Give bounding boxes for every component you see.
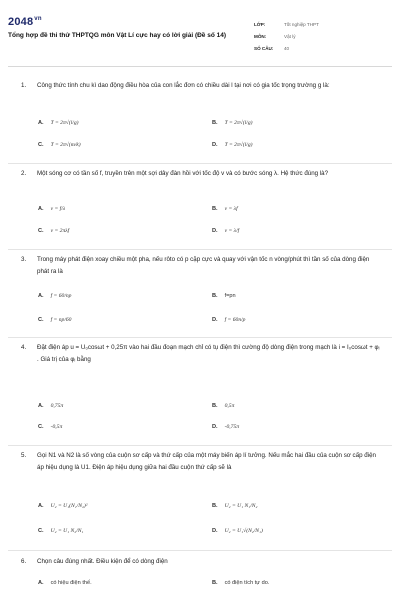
option-d[interactable] (212, 228, 239, 234)
option-text: T = 2π√(l/g) (224, 142, 253, 148)
option-a[interactable] (38, 120, 78, 126)
option-a[interactable] (38, 580, 92, 586)
option-a[interactable] (38, 503, 87, 509)
option-letter: C. (38, 228, 44, 234)
option-text: U₂ = U₁ N₂/N₁ (50, 528, 84, 534)
option-d[interactable] (212, 528, 263, 534)
option-b[interactable] (212, 403, 234, 409)
question-divider (8, 445, 392, 446)
option-letter: C. (38, 424, 44, 430)
option-b[interactable] (212, 503, 257, 509)
option-letter: D. (212, 228, 218, 234)
question-3 (8, 254, 390, 277)
option-letter: B. (212, 293, 218, 299)
option-text: T = 2π√(m/k) (50, 142, 81, 148)
option-d[interactable] (212, 142, 252, 148)
question-text: Công thức tính chu kì dao động điều hòa của con lắc đơn có chiều dài l tại nơi có gia tốc trọng trường g là: (37, 82, 330, 89)
option-c[interactable] (38, 228, 69, 234)
option-c[interactable] (38, 424, 62, 430)
question-divider (8, 550, 392, 551)
option-letter: D. (212, 142, 218, 148)
option-letter: B. (212, 580, 218, 586)
question-number: 3. (21, 256, 27, 263)
option-letter: A. (38, 503, 44, 509)
option-letter: A. (38, 580, 44, 586)
option-letter: C. (38, 142, 44, 148)
header-divider (8, 66, 392, 67)
question-divider (8, 337, 392, 338)
option-letter: A. (38, 293, 44, 299)
option-b[interactable] (212, 293, 236, 299)
option-b[interactable] (212, 580, 269, 586)
option-c[interactable] (38, 317, 71, 323)
option-letter: B. (212, 120, 218, 126)
option-text: v = λ/f (224, 228, 240, 234)
option-letter: A. (38, 206, 44, 212)
option-letter: B. (212, 503, 218, 509)
question-number: 5. (21, 452, 27, 459)
option-text: T = 2π√(l/g) (50, 120, 79, 126)
option-d[interactable] (212, 317, 245, 323)
option-letter: D. (212, 424, 218, 430)
option-letter: C. (38, 317, 44, 323)
meta-key: LỚP: (254, 21, 266, 27)
meta-value: 40 (284, 45, 290, 51)
question-4 (8, 342, 390, 365)
brand-suffix: vn (34, 16, 42, 23)
option-letter: D. (212, 317, 218, 323)
question-text: Một sóng cơ có tần số f, truyền trên một sợi dây đàn hồi với tốc độ v và có bước sóng λ. Hệ thức đúng là? (37, 170, 329, 177)
brand-logo[interactable] (8, 16, 42, 28)
option-letter: A. (38, 120, 44, 126)
option-text: f = 60/np (50, 293, 72, 299)
option-c[interactable] (38, 142, 81, 148)
option-letter: A. (38, 403, 44, 409)
option-text: v = λf (224, 206, 238, 212)
option-c[interactable] (38, 528, 83, 534)
option-text: -0,75π (224, 424, 240, 430)
question-6 (8, 556, 390, 568)
option-text: U₂ = U₁ N₁/N₂ (224, 503, 258, 509)
option-b[interactable] (212, 120, 252, 126)
option-letter: B. (212, 403, 218, 409)
question-text: Trong máy phát điện xoay chiều một pha, nếu rôto có p cặp cực và quay với vận tốc n vòng/phút thì tần số của dòng điện phát ra là (37, 256, 370, 275)
option-text: f = 60n/p (224, 317, 246, 323)
question-text: Gọi N1 và N2 là số vòng của cuộn sơ cấp và thứ cấp của một máy biến áp lí tưởng. Nếu mắc hai đầu của cuộn sơ cấp điện áp hiệu dụng là U1. Điện áp hiệu dụng giữa hai đầu cuộn thứ cấp sẽ là (37, 452, 376, 471)
option-text: 0,5π (224, 403, 235, 409)
brand-name: 2048 (8, 16, 34, 28)
question-2 (8, 168, 390, 180)
meta-row-class (254, 18, 394, 30)
question-number: 6. (21, 558, 27, 565)
exam-meta (254, 18, 394, 54)
option-a[interactable] (38, 293, 71, 299)
option-text: có điện tích tự do. (224, 580, 270, 586)
option-letter: C. (38, 528, 44, 534)
question-5 (8, 450, 390, 473)
meta-value: Vật lý (284, 33, 296, 39)
option-text: có hiệu điện thế. (50, 580, 92, 586)
option-text: v = 2πλf (50, 228, 70, 234)
option-a[interactable] (38, 403, 63, 409)
question-1 (8, 80, 390, 92)
option-b[interactable] (212, 206, 238, 212)
option-text: U₂ = U₁√(N₂/N₁) (224, 528, 263, 534)
meta-row-subject (254, 30, 394, 42)
meta-key: SỐ CÂU: (254, 45, 274, 51)
option-text: 0,75π (50, 403, 64, 409)
question-number: 1. (21, 82, 27, 89)
question-divider (8, 249, 392, 250)
page-title: Tổng hợp đề thi thử THPTQG môn Vật Lí cực hay có lời giải (Đề số 14) (8, 32, 227, 39)
question-number: 4. (21, 344, 27, 351)
option-letter: D. (212, 528, 218, 534)
option-a[interactable] (38, 206, 65, 212)
meta-value: Tốt nghiệp THPT (284, 21, 319, 27)
meta-key: MÔN: (254, 33, 267, 39)
option-text: f = np/60 (50, 317, 72, 323)
option-text: -0,5π (50, 424, 63, 430)
question-divider (8, 163, 392, 164)
option-text: f=pn (224, 293, 236, 299)
option-letter: B. (212, 206, 218, 212)
meta-row-count (254, 42, 394, 54)
option-text: U₂ = U₁(N₁/N₂)² (50, 503, 88, 509)
question-number: 2. (21, 170, 27, 177)
option-d[interactable] (212, 424, 239, 430)
option-text: T = 2π√(l/g) (224, 120, 253, 126)
question-text: Đặt điện áp u = U₀cosωt + 0,25π vào hai đầu đoạn mạch chỉ có tụ điện thì cường độ dòng điện trong mạch là i = I₀cosωt + φᵢ . Giá trị của φᵢ bằng (37, 344, 380, 363)
question-text: Chọn câu đúng nhất. Điều kiện để có dòng điện (37, 558, 168, 565)
option-text: v = f/λ (50, 206, 66, 212)
